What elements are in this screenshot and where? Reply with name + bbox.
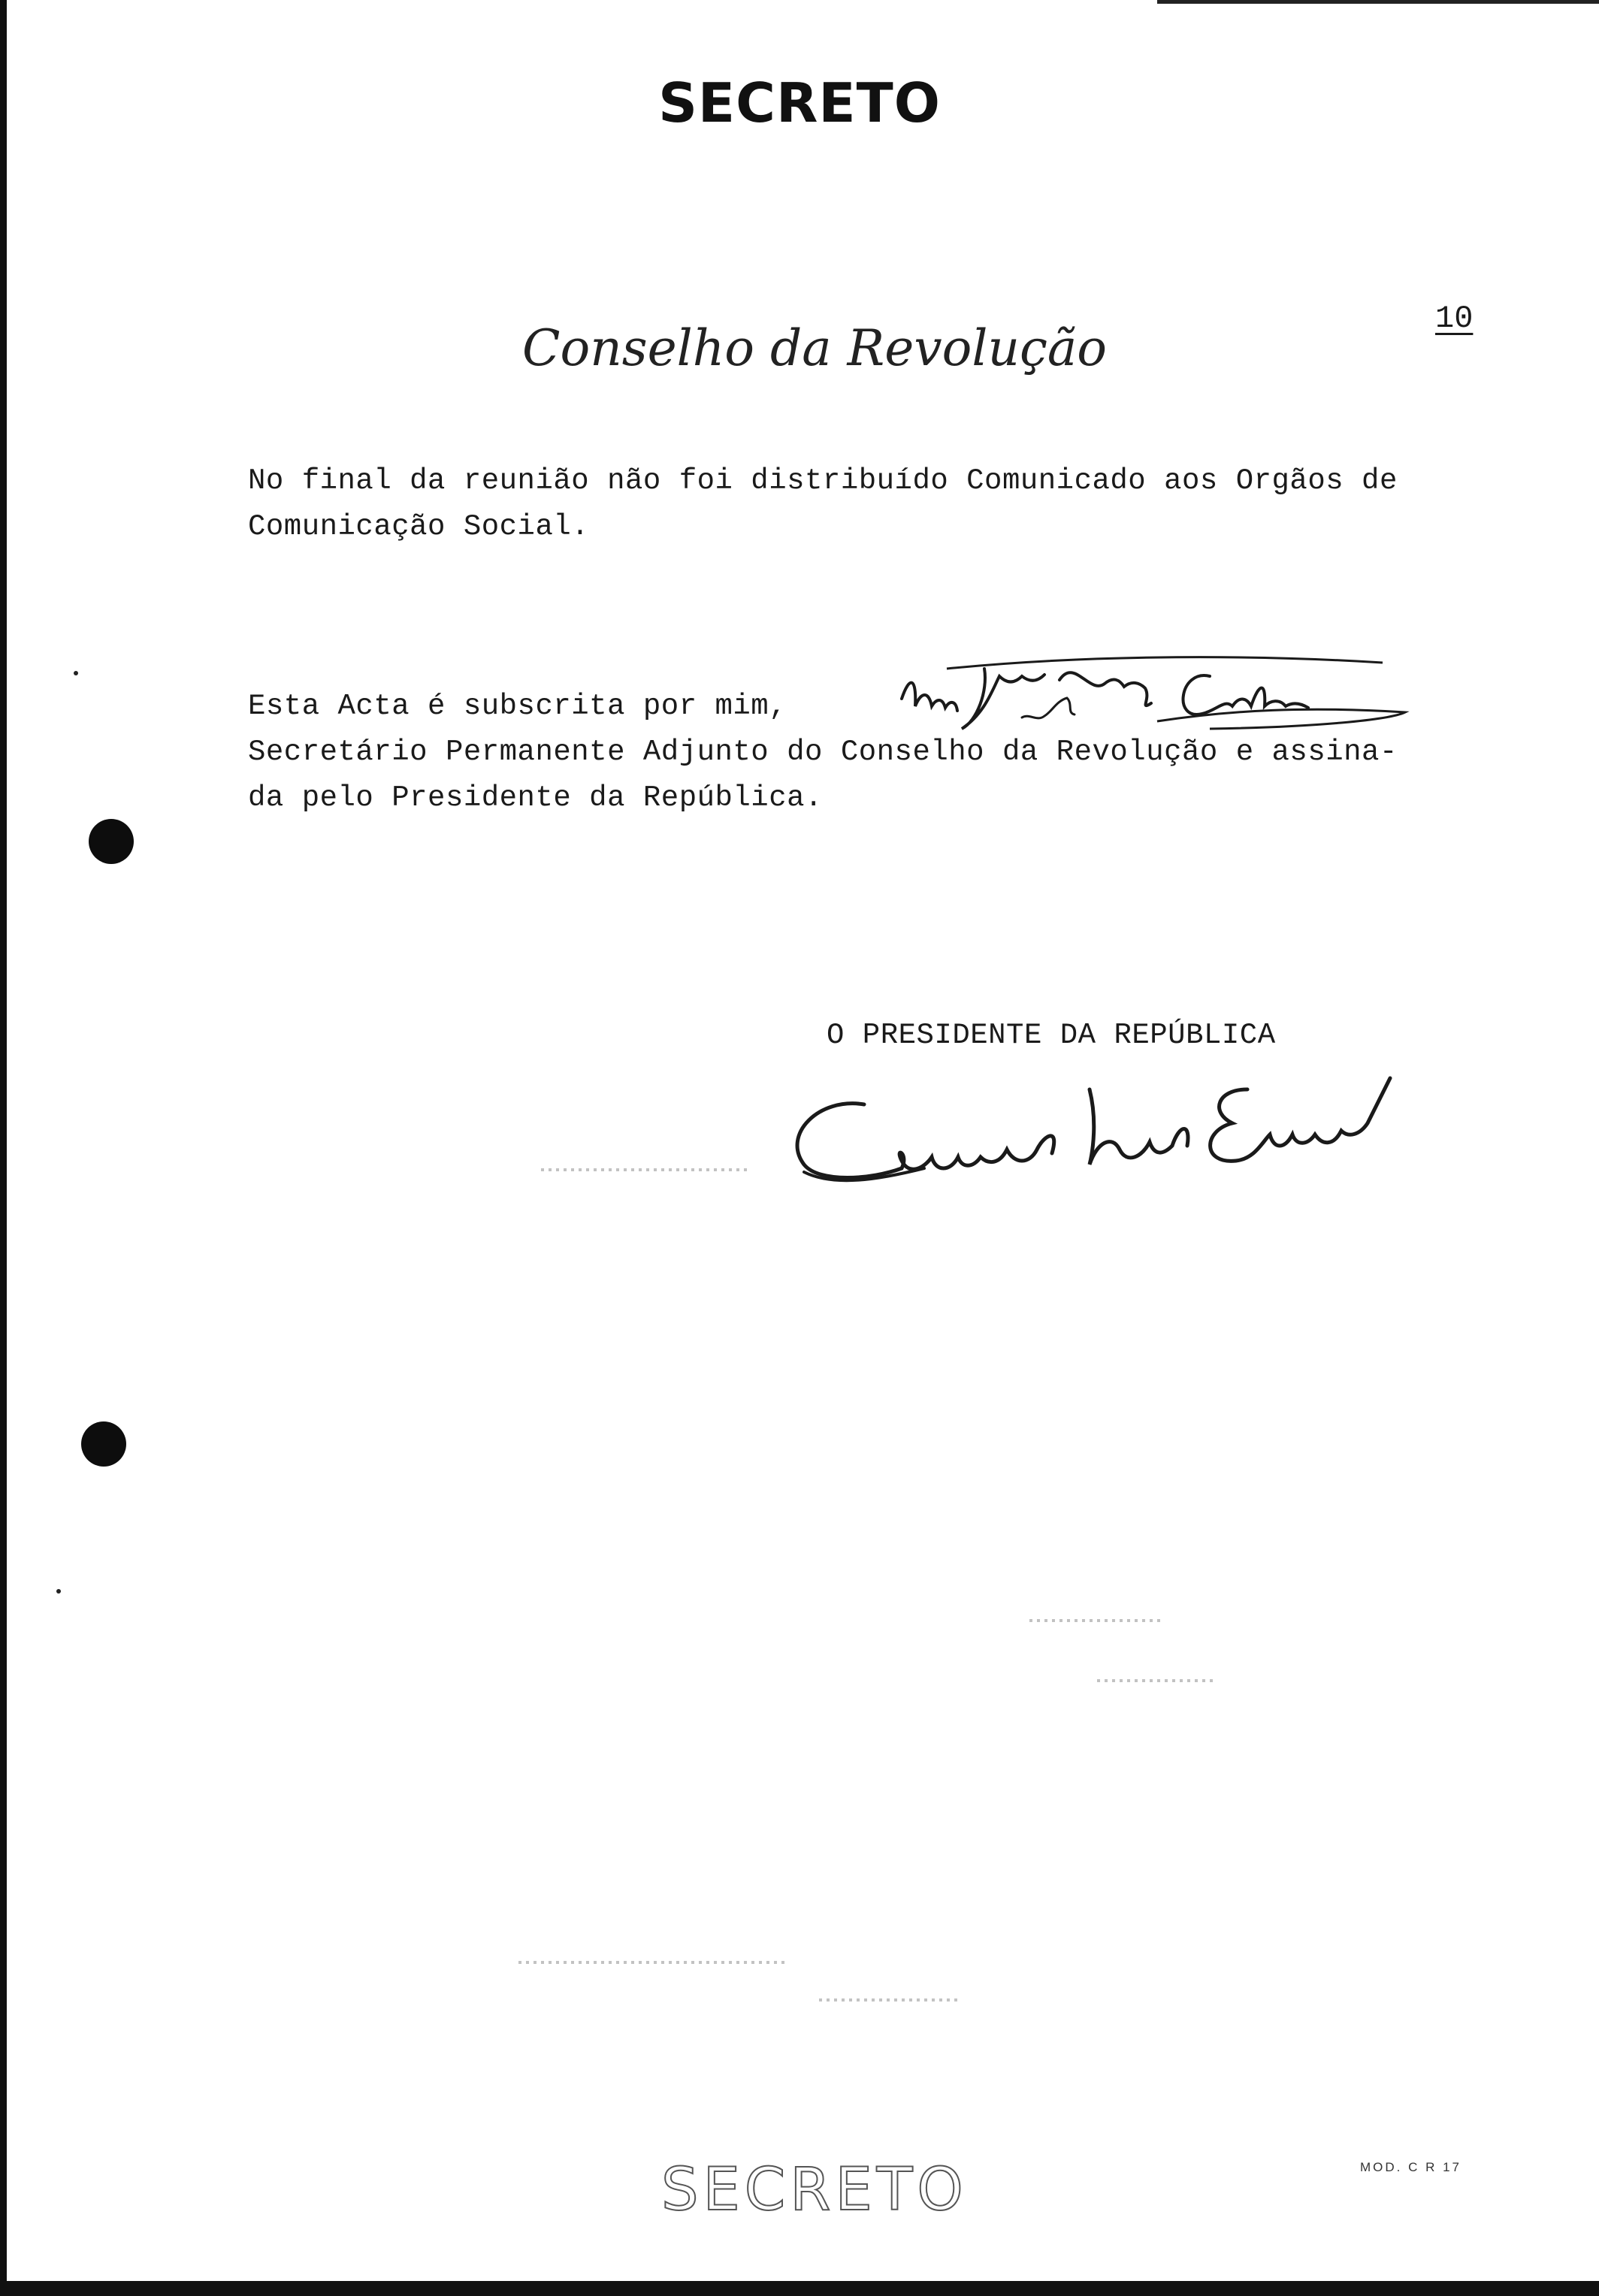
subscription-line-2: Secretário Permanente Adjunto do Conselho da Revolução e assina- [248, 736, 1398, 769]
scan-smudge [819, 1998, 962, 2001]
scan-edge-top [1157, 0, 1599, 4]
letterhead-title: Conselho da Revolução [521, 319, 1107, 377]
scan-speck [56, 1589, 61, 1594]
secretary-signature [872, 646, 1413, 759]
subscription-line-1: Esta Acta é subscrita por mim, [248, 690, 787, 723]
scan-edge-bottom [0, 2281, 1599, 2296]
scan-smudge [1029, 1619, 1165, 1622]
scan-speck [74, 671, 78, 675]
body-paragraph-communique: No final da reunião não foi distribuído Comunicado aos Orgãos de Comunicação Social. [248, 464, 1398, 543]
form-code: MOD. C R 17 [1360, 2160, 1462, 2174]
scan-smudge [541, 1168, 751, 1171]
signatory-title: O PRESIDENTE DA REPÚBLICA [827, 1019, 1276, 1052]
subscription-line-3: da pelo Presidente da República. [248, 781, 823, 814]
punch-hole-lower [81, 1421, 126, 1467]
classification-header: SECRETO [658, 71, 941, 134]
classification-footer: SECRETO [661, 2156, 968, 2224]
punch-hole-upper [89, 819, 134, 864]
scan-smudge [1097, 1679, 1217, 1682]
page-number: 10 [1435, 301, 1474, 337]
scan-smudge [518, 1961, 789, 1964]
president-signature [774, 1059, 1465, 1210]
